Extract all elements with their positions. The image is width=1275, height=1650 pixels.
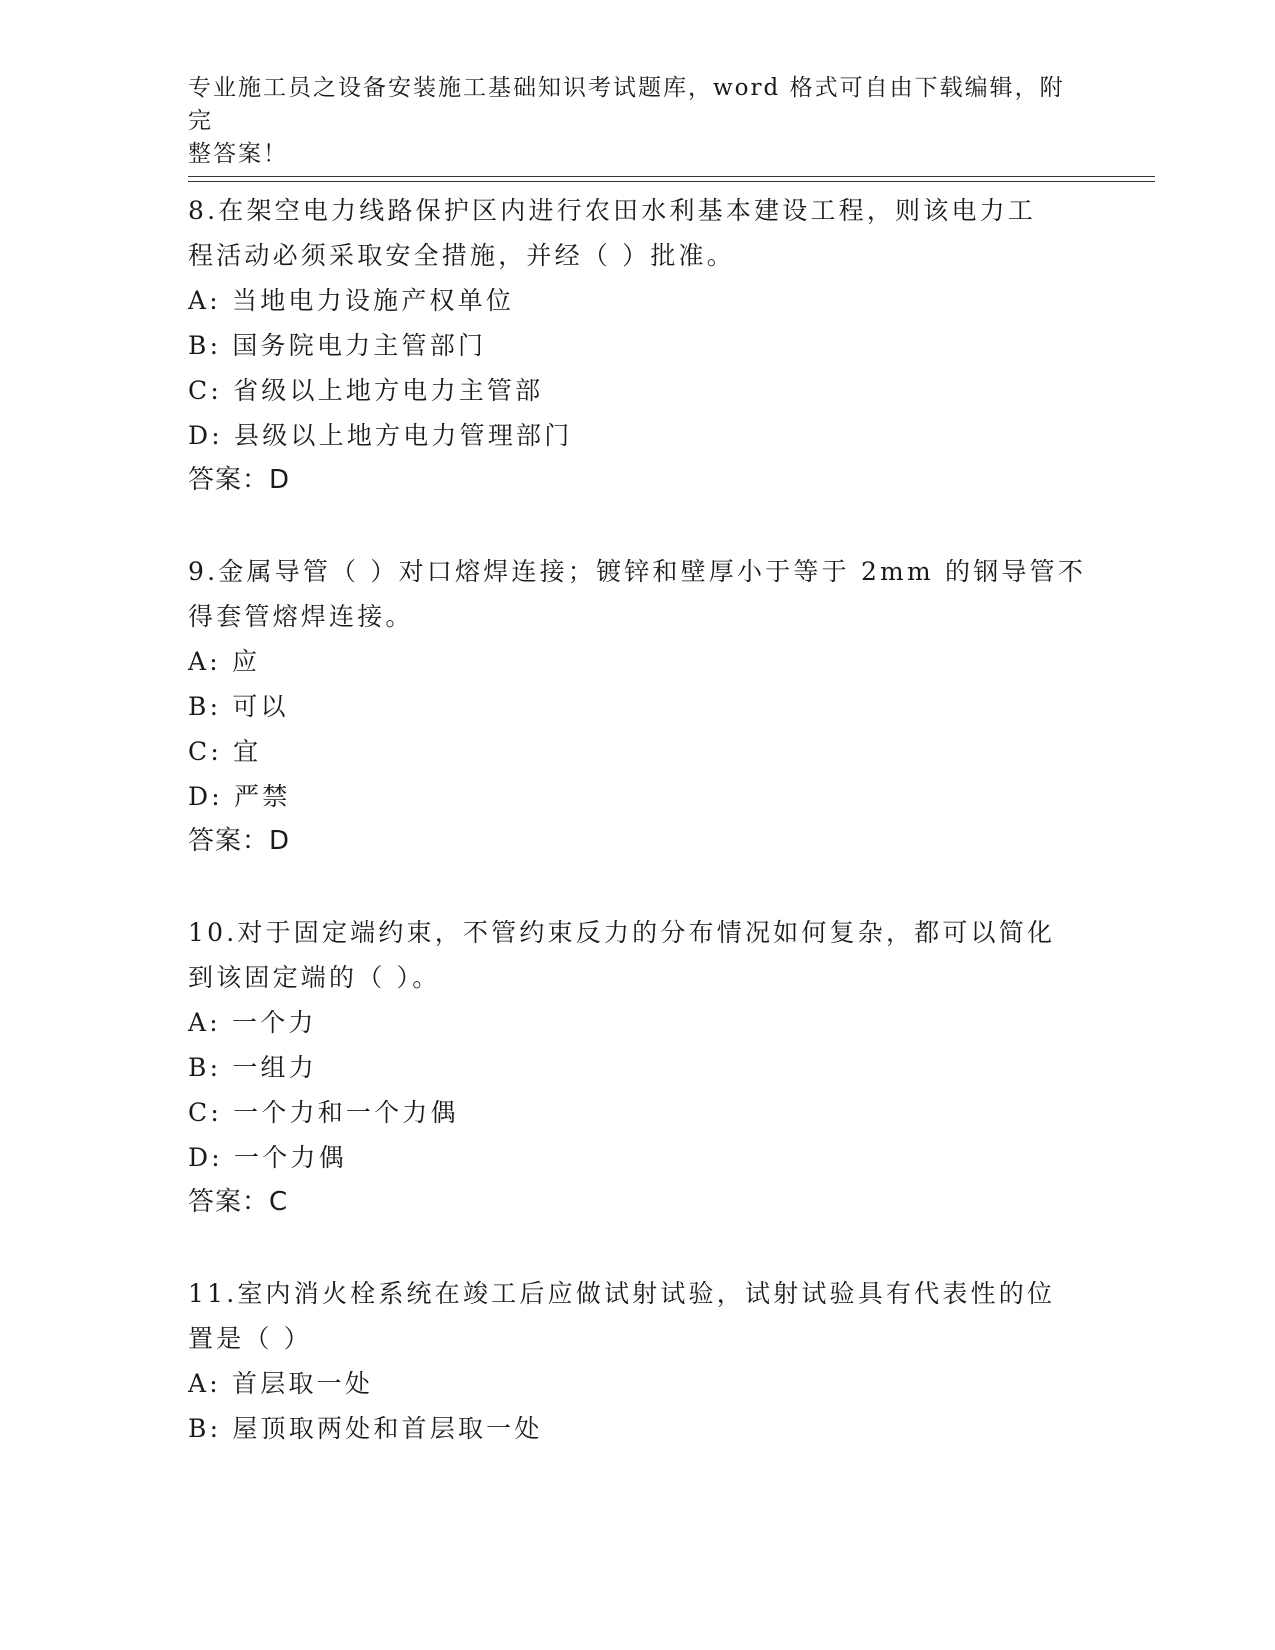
option-d: D: 县级以上地方电力管理部门	[188, 421, 573, 450]
option-a: A: 当地电力设施产权单位	[188, 286, 515, 315]
option-b: B: 国务院电力主管部门	[188, 331, 487, 360]
header-line-2: 整答案！	[188, 141, 288, 167]
header-divider-bottom	[188, 181, 1155, 182]
stem-line: 程活动必须采取安全措施，并经（ ）批准。	[188, 241, 735, 270]
stem-line: 到该固定端的（ ）。	[188, 963, 441, 992]
question-stem	[188, 188, 1088, 278]
question-11	[188, 1271, 1088, 1451]
option-c: C: 一个力和一个力偶	[188, 1098, 459, 1127]
question-stem	[188, 910, 1088, 1000]
question-9	[188, 549, 1088, 864]
question-8	[188, 188, 1088, 503]
option-d: D: 严禁	[188, 782, 291, 811]
option-a: A: 一个力	[188, 1008, 317, 1037]
option-b: B: 可以	[188, 692, 289, 721]
stem-line: 9.金属导管（ ）对口熔焊连接；镀锌和壁厚小于等于 2mm 的钢导管不	[188, 557, 1087, 586]
question-10	[188, 910, 1088, 1225]
stem-line: 10.对于固定端约束，不管约束反力的分布情况如何复杂，都可以简化	[188, 918, 1056, 947]
question-list	[188, 188, 1088, 1497]
document-header	[188, 72, 1068, 171]
option-d: D: 一个力偶	[188, 1143, 347, 1172]
option-b: B: 一组力	[188, 1053, 317, 1082]
stem-line: 得套管熔焊连接。	[188, 602, 414, 631]
option-a: A: 首层取一处	[188, 1369, 374, 1398]
header-line-1: 专业施工员之设备安装施工基础知识考试题库，word 格式可自由下载编辑，附完	[188, 75, 1065, 134]
stem-line: 11.室内消火栓系统在竣工后应做试射试验，试射试验具有代表性的位	[188, 1279, 1056, 1308]
answer: 答案：D	[188, 826, 291, 856]
answer: 答案：C	[188, 1187, 289, 1217]
answer: 答案：D	[188, 465, 291, 495]
option-b: B: 屋顶取两处和首层取一处	[188, 1414, 543, 1443]
stem-line: 8.在架空电力线路保护区内进行农田水利基本建设工程，则该电力工	[188, 196, 1037, 225]
question-stem	[188, 1271, 1088, 1361]
option-c: C: 省级以上地方电力主管部	[188, 376, 544, 405]
stem-line: 置是（ ）	[188, 1324, 312, 1353]
option-c: C: 宜	[188, 737, 262, 766]
header-divider-top	[188, 176, 1155, 177]
question-stem	[188, 549, 1088, 639]
option-a: A: 应	[188, 647, 261, 676]
